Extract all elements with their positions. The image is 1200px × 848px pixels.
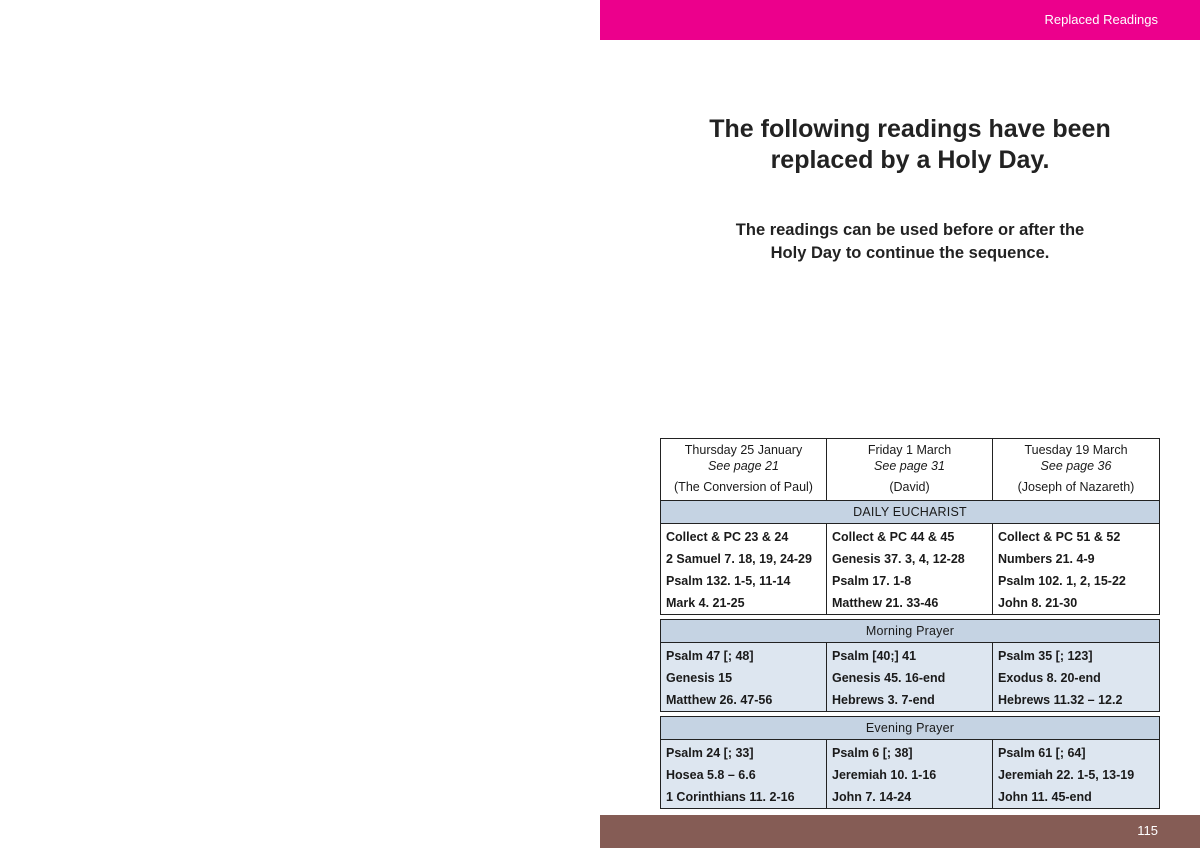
table-row bbox=[661, 643, 1160, 668]
column-header bbox=[993, 439, 1160, 475]
reading-cell: Mark 4. 21-25 bbox=[661, 592, 827, 615]
column-day: Tuesday 19 March bbox=[1024, 443, 1128, 457]
reading-cell: Jeremiah 22. 1-5, 13-19 bbox=[993, 764, 1160, 786]
table-row bbox=[661, 548, 1160, 570]
section-title: DAILY EUCHARIST bbox=[661, 501, 1160, 524]
reading-cell: Matthew 26. 47-56 bbox=[661, 689, 827, 712]
reading-cell: Psalm 132. 1-5, 11-14 bbox=[661, 570, 827, 592]
heading-line-1: The following readings have been bbox=[709, 115, 1111, 143]
reading-cell: Hebrews 3. 7-end bbox=[827, 689, 993, 712]
readings-table bbox=[660, 438, 1160, 809]
reading-cell: Genesis 37. 3, 4, 12-28 bbox=[827, 548, 993, 570]
column-see-page: See page 31 bbox=[874, 459, 945, 473]
reading-cell: Matthew 21. 33-46 bbox=[827, 592, 993, 615]
reading-cell: John 7. 14-24 bbox=[827, 786, 993, 809]
reading-cell: Genesis 15 bbox=[661, 667, 827, 689]
page-number: 115 bbox=[1137, 823, 1158, 838]
column-day: Friday 1 March bbox=[867, 443, 952, 457]
table-row bbox=[661, 570, 1160, 592]
reading-cell: Collect & PC 51 & 52 bbox=[993, 524, 1160, 549]
column-day: Thursday 25 January bbox=[684, 443, 803, 457]
reading-cell: Collect & PC 44 & 45 bbox=[827, 524, 993, 549]
feast-name: (Joseph of Nazareth) bbox=[993, 474, 1160, 501]
reading-cell: Psalm 35 [; 123] bbox=[993, 643, 1160, 668]
column-header bbox=[827, 439, 993, 475]
table-row bbox=[661, 667, 1160, 689]
reading-cell: Psalm 17. 1-8 bbox=[827, 570, 993, 592]
reading-cell: John 8. 21-30 bbox=[993, 592, 1160, 615]
reading-cell: Psalm [40;] 41 bbox=[827, 643, 993, 668]
reading-cell: Psalm 24 [; 33] bbox=[661, 740, 827, 765]
table-row bbox=[661, 764, 1160, 786]
running-header: Replaced Readings bbox=[1044, 12, 1158, 27]
reading-cell: John 11. 45-end bbox=[993, 786, 1160, 809]
header-bar bbox=[600, 0, 1200, 40]
column-see-page: See page 21 bbox=[708, 459, 779, 473]
reading-cell: Psalm 61 [; 64] bbox=[993, 740, 1160, 765]
reading-cell: Psalm 102. 1, 2, 15-22 bbox=[993, 570, 1160, 592]
reading-cell: Jeremiah 10. 1-16 bbox=[827, 764, 993, 786]
right-page bbox=[600, 0, 1200, 848]
page-subheading bbox=[660, 219, 1160, 265]
table-row bbox=[661, 524, 1160, 549]
column-see-page: See page 36 bbox=[1040, 459, 1112, 473]
section-title: Evening Prayer bbox=[661, 717, 1160, 740]
reading-cell: Genesis 45. 16-end bbox=[827, 667, 993, 689]
section-header-eucharist bbox=[661, 501, 1160, 524]
page-heading bbox=[660, 114, 1160, 176]
column-header bbox=[661, 439, 827, 475]
table-row bbox=[661, 740, 1160, 765]
heading-line-2: replaced by a Holy Day. bbox=[770, 146, 1050, 174]
reading-cell: 1 Corinthians 11. 2-16 bbox=[661, 786, 827, 809]
reading-cell: Psalm 47 [; 48] bbox=[661, 643, 827, 668]
feast-name: (The Conversion of Paul) bbox=[661, 474, 827, 501]
reading-cell: Psalm 6 [; 38] bbox=[827, 740, 993, 765]
reading-cell: Hebrews 11.32 – 12.2 bbox=[993, 689, 1160, 712]
section-title: Morning Prayer bbox=[661, 620, 1160, 643]
feast-row bbox=[661, 474, 1160, 501]
reading-cell: Collect & PC 23 & 24 bbox=[661, 524, 827, 549]
section-header-evening-prayer bbox=[661, 717, 1160, 740]
table-row bbox=[661, 689, 1160, 712]
footer-bar bbox=[600, 815, 1200, 848]
table-row bbox=[661, 592, 1160, 615]
reading-cell: Exodus 8. 20-end bbox=[993, 667, 1160, 689]
reading-cell: Hosea 5.8 – 6.6 bbox=[661, 764, 827, 786]
reading-cell: 2 Samuel 7. 18, 19, 24-29 bbox=[661, 548, 827, 570]
subheading-line-2: Holy Day to continue the sequence. bbox=[770, 244, 1050, 262]
table-row bbox=[661, 786, 1160, 809]
subheading-line-1: The readings can be used before or after the bbox=[735, 221, 1085, 239]
feast-name: (David) bbox=[827, 474, 993, 501]
section-header-morning-prayer bbox=[661, 620, 1160, 643]
table-header-row bbox=[661, 439, 1160, 475]
reading-cell: Numbers 21. 4-9 bbox=[993, 548, 1160, 570]
